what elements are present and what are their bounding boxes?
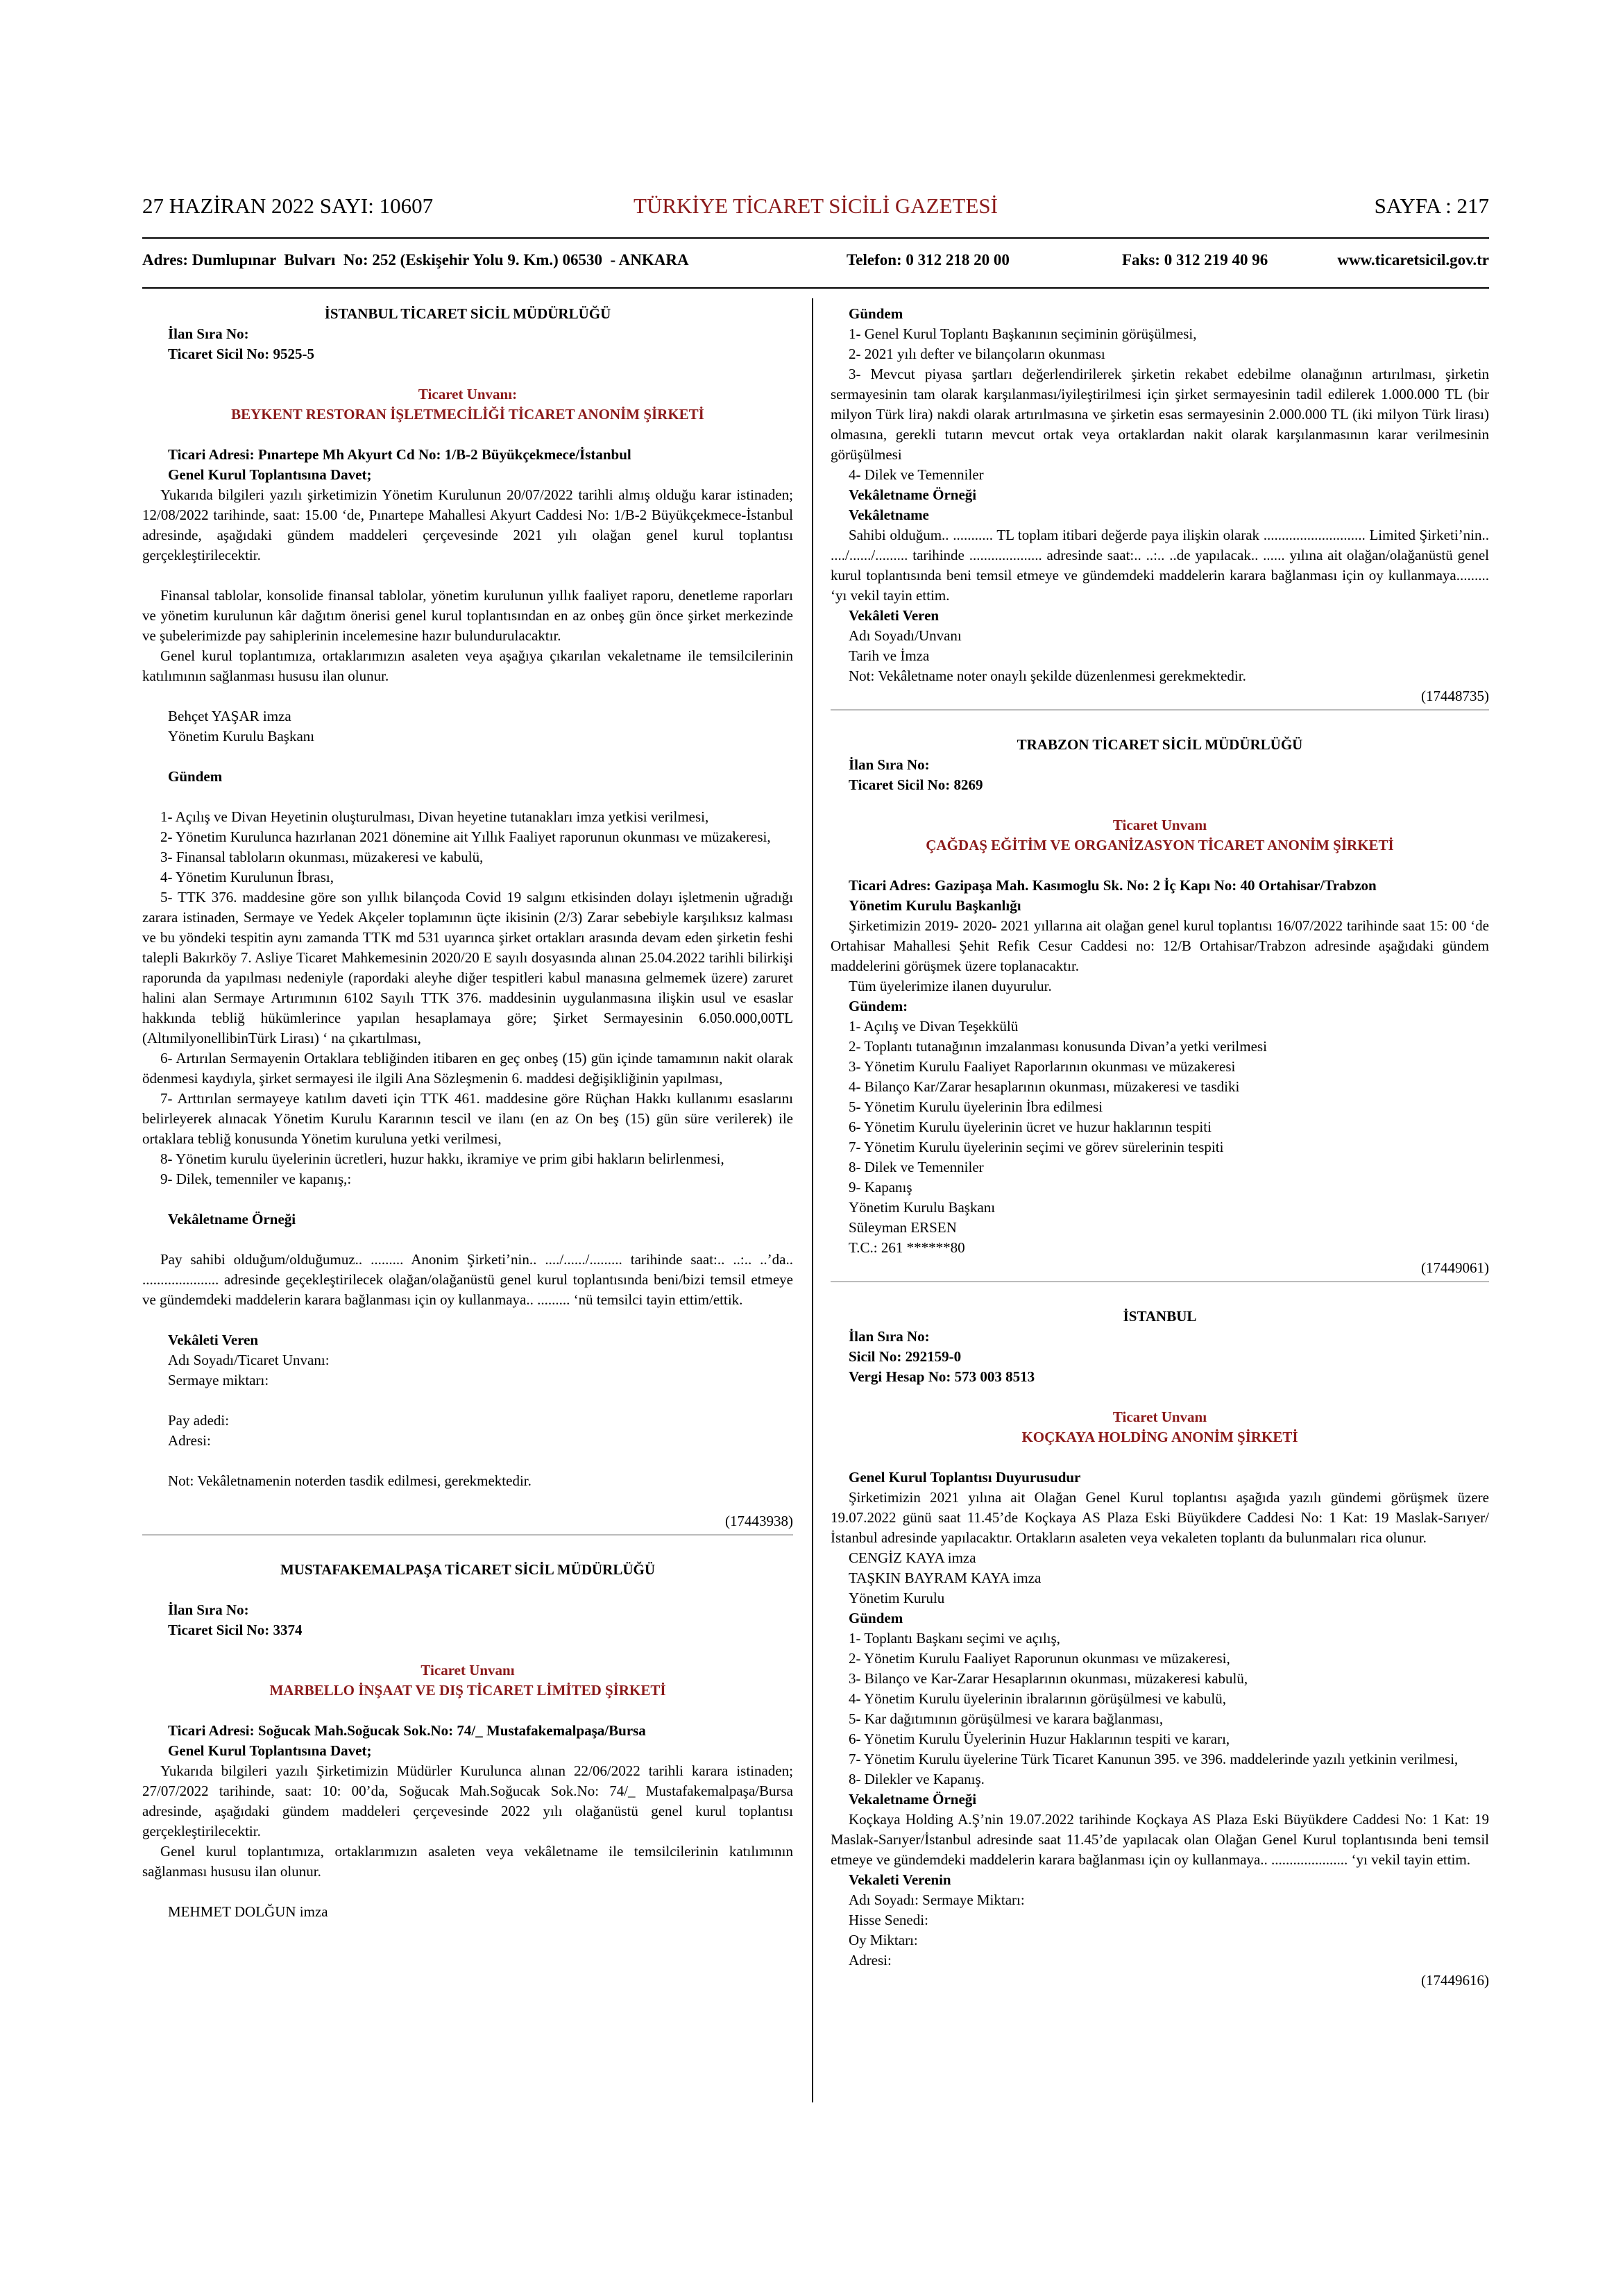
agenda-item: 2- Toplantı tutanağının imzalanması konusunda Divan’a yetki verilmesi — [849, 1038, 1267, 1055]
notice-divider — [831, 1281, 1489, 1282]
right-column — [831, 304, 1489, 1991]
signatory-id: T.C.: 261 ******80 — [849, 1239, 965, 1256]
agenda-item: 2- Yönetim Kurulu Faaliyet Raporunun okunması ve müzakeresi, — [849, 1650, 1230, 1667]
proxy-sample-heading: Vekâletname Örneği — [168, 1211, 296, 1227]
notice-marbello — [142, 1540, 793, 1922]
agenda-item: 8- Yönetim kurulu üyelerinin ücretleri, huzur hakkı, ikramiye ve prim gibi hakların belirlenmesi, — [160, 1150, 724, 1167]
agenda-heading: Gündem: — [849, 998, 908, 1014]
agenda-item: 7- Yönetim Kurulu üyelerinin seçimi ve görev sürelerinin tespiti — [849, 1139, 1224, 1155]
agenda-item: 3- Mevcut piyasa şartları değerlendirilerek şirketin rekabet edebilme olanağının artırılması, şirketin sermayesinin tam olarak karşılanması/iyileştirilmesi için şirket sermayesinin tadil edilerek 1.000.000 TL (bir milyon Türk lira) nakdi olarak artırılmasına ve şirketin esas sermayesinin 2.000.000 TL (iki milyon Türk lirası) olmasına, gerekli tutarın mevcut ortak veya ortaklardan nakit olarak karşılanmasının karar verilmesinin görüşülmesi — [831, 366, 1489, 463]
board-presidency: Yönetim Kurulu Başkanlığı — [849, 897, 1021, 914]
form-field: Pay adedi: — [168, 1412, 230, 1429]
trade-name-label: Ticaret Unvanı: — [418, 386, 518, 402]
paragraph: Yukarıda bilgileri yazılı Şirketimizin Müdürler Kurulunca alınan 22/06/2022 tarihli karara istinaden; 27/07/2022 tarihinde, saat: 10: 00’da, Soğucak Mah.Soğucak Sok.No: 74/_ Mustafakemalpaşa/Bursa adresinde, aşağıdaki gündem maddeleri çerçevesinde 2022 yılı olağanüstü genel kurul toplantısı gerçekleştirilecektir. — [142, 1762, 793, 1839]
paragraph: Yukarıda bilgileri yazılı şirketimizin Yönetim Kurulunun 20/07/2022 tarihli almış olduğu karar istinaden; 12/08/2022 tarihinde, saat: 15.00 ‘de, Pınartepe Mahallesi Akyurt Caddesi No: 1/B-2 Büyükçekmece-İstanbul adresinde, aşağıdaki gündem maddeleri çerçevesinde 2021 yılı olağan genel kurul toplantısı gerçekleştirilecektir. — [142, 486, 793, 563]
company-address: Ticari Adresi: Pınartepe Mh Akyurt Cd No: 1/B-2 Büyükçekmece/İstanbul — [168, 446, 631, 463]
agenda-item: 6- Yönetim Kurulu üyelerinin ücret ve huzur haklarının tespiti — [849, 1119, 1212, 1135]
agenda-item: 9- Dilek, temenniler ve kapanış,: — [160, 1171, 352, 1187]
agenda-item: 7- Yönetim Kurulu üyelerine Türk Ticaret Kanunun 395. ve 396. maddelerinde yazılı yetkinin verilmesi, — [849, 1751, 1459, 1767]
signatory: CENGİZ KAYA imza — [849, 1549, 976, 1566]
form-field: Adı Soyadı/Unvanı — [849, 627, 962, 644]
notice-ref-no: (17449616) — [1421, 1972, 1489, 1989]
address-divider — [142, 287, 1489, 289]
company-name: MARBELLO İNŞAAT VE DIŞ TİCARET LİMİTED ŞİRKETİ — [269, 1682, 666, 1699]
trade-registry-no: Ticaret Sicil No: 9525-5 — [168, 346, 314, 362]
ilan-sira: İlan Sıra No: — [168, 325, 249, 342]
company-address: Ticari Adres: Gazipaşa Mah. Kasımoglu Sk. No: 2 İç Kapı No: 40 Ortahisar/Trabzon — [849, 877, 1377, 894]
agenda-item: 3- Bilanço ve Kar-Zarar Hesaplarının okunması, müzakeresi kabulü, — [849, 1670, 1248, 1687]
column-divider — [812, 298, 813, 2102]
company-name: KOÇKAYA HOLDİNG ANONİM ŞİRKETİ — [1021, 1429, 1298, 1445]
form-field: Hisse Senedi: — [849, 1912, 928, 1928]
tax-number: Vergi Hesap No: 573 003 8513 — [849, 1368, 1035, 1385]
agenda-item: 1- Toplantı Başkanı seçimi ve açılış, — [849, 1630, 1060, 1647]
agenda-item: 4- Bilanço Kar/Zarar hesaplarının okunması, müzakeresi ve tasdiki — [849, 1078, 1240, 1095]
agenda-item: 4- Yönetim Kurulunun İbrası, — [160, 869, 334, 885]
signatory: Süleyman ERSEN — [849, 1219, 957, 1236]
left-column — [142, 304, 793, 1922]
paragraph: Finansal tablolar, konsolide finansal tablolar, yönetim kurulunun yıllık faaliyet raporu, denetleme raporları ve yönetim kurulunun kâr dağıtım önerisi genel kurul toplantısından en az onbeş gün önce şirket merkezinde ve şubelerimizde pay sahiplerinin incelemesine hazır bulundurulacaktır. — [142, 587, 793, 644]
agenda-heading: Gündem — [849, 305, 903, 322]
company-address: Ticari Adresi: Soğucak Mah.Soğucak Sok.No: 74/_ Mustafakemalpaşa/Bursa — [168, 1722, 646, 1739]
fax-number: Faks: 0 312 219 40 96 — [1122, 251, 1268, 269]
signatory: MEHMET DOLĞUN imza — [168, 1903, 328, 1920]
proxy-grantor-heading: Vekâleti Veren — [168, 1332, 259, 1348]
paragraph: Genel kurul toplantımıza, ortaklarımızın asaleten veya vekâletname ile temsilcilerinin katılımının sağlanması hususu ilan olunur. — [142, 1843, 793, 1880]
agenda-item: 3- Finansal tabloların okunması, müzakeresi ve kabulü, — [160, 849, 484, 865]
agenda-heading: Gündem — [168, 768, 223, 785]
form-field: Tarih ve İmza — [849, 647, 930, 664]
paragraph: Şirketimizin 2019- 2020- 2021 yıllarına ait olağan genel kurul toplantısı 16/07/2022 tarihinde saat 15: 00 ‘de Ortahisar Mahallesi Şehit Refik Cesur Caddesi no: 12/B Ortahisar/Trabzon adresinde aşağıdaki gündem maddelerini görüşmek üzere toplanacaktır. — [831, 917, 1489, 974]
registry-office: İSTANBUL TİCARET SİCİL MÜDÜRLÜĞÜ — [324, 305, 611, 322]
issue-date: 27 HAZİRAN 2022 SAYI: 10607 — [142, 194, 434, 218]
gazette-title: TÜRKİYE TİCARET SİCİLİ GAZETESİ — [634, 194, 998, 218]
notary-note: Not: Vekâletnamenin noterden tasdik edilmesi, gerekmektedir. — [168, 1472, 532, 1489]
form-field: Adresi: — [849, 1952, 892, 1968]
proxy-heading: Vekâletname — [849, 507, 929, 523]
page-header — [142, 194, 1489, 221]
form-field: Adı Soyadı: Sermaye Miktarı: — [849, 1891, 1025, 1908]
meeting-announcement: Genel Kurul Toplantısı Duyurusudur — [849, 1469, 1081, 1486]
agenda-item: 4- Dilek ve Temenniler — [849, 466, 984, 483]
notice-marbello-continued — [831, 304, 1489, 706]
notice-kockaya — [831, 1286, 1489, 1991]
proxy-grantor-heading: Vekaleti Verenin — [849, 1871, 951, 1888]
agenda-item: 2- Yönetim Kurulunca hazırlanan 2021 dönemine ait Yıllık Faaliyet raporunun okunması ve müzakeresi, — [160, 828, 771, 845]
company-name: BEYKENT RESTORAN İŞLETMECİLİĞİ TİCARET ANONİM ŞİRKETİ — [231, 406, 704, 423]
agenda-heading: Gündem — [849, 1610, 903, 1626]
notice-ref-no: (17443938) — [725, 1513, 793, 1529]
agenda-item: 6- Artırılan Sermayenin Ortaklara tebliğinden itibaren en geç onbeş (15) gün içinde tamamının nakit olarak ödenmesi kaydıyla, şirket sermayesi ile ilgili Ana Sözleşmenin 6. maddesi değişikliğinin yapılması, — [142, 1050, 793, 1087]
notice-divider — [142, 1534, 793, 1536]
website-link[interactable]: www.ticaretsicil.gov.tr — [1337, 251, 1489, 269]
agenda-item: 5- Kar dağıtımının görüşülmesi ve karara bağlanması, — [849, 1710, 1164, 1727]
meeting-invitation: Genel Kurul Toplantısına Davet; — [168, 466, 372, 483]
form-field: Oy Miktarı: — [849, 1932, 918, 1948]
ilan-sira: İlan Sıra No: — [849, 756, 930, 773]
ilan-sira: İlan Sıra No: — [168, 1601, 249, 1618]
notice-ref-no: (17449061) — [1421, 1259, 1489, 1276]
form-field: Adresi: — [168, 1432, 211, 1449]
agenda-item: 1- Genel Kurul Toplantı Başkanının seçiminin görüşülmesi, — [849, 325, 1197, 342]
trade-name-label: Ticaret Unvanı — [1112, 817, 1207, 833]
notice-cagdas — [831, 715, 1489, 1278]
agenda-item: 1- Açılış ve Divan Teşekkülü — [849, 1018, 1019, 1035]
agenda-item: 3- Yönetim Kurulu Faaliyet Raporlarının okunması ve müzakeresi — [849, 1058, 1236, 1075]
paragraph: Genel kurul toplantımıza, ortaklarımızın asaleten veya aşağıya çıkarılan vekaletname ile temsilcilerinin katılımının sağlanması hususu ilan olunur. — [142, 647, 793, 684]
trade-name-label: Ticaret Unvanı — [1112, 1409, 1207, 1425]
form-field: Sermaye miktarı: — [168, 1372, 269, 1388]
proxy-text: Sahibi olduğum.. ........... TL toplam itibari değerde paya ilişkin olarak ............................ Limited Şirketi’nin.. ..../....../......... tarihinde .................... adresinde saat:.. ..:.. ..de yapılacak.. ...... yılına ait olağan/olağanüstü genel kurul toplantısında beni temsil etmeye ve gündemdeki maddelerin karara bağlanması için oy kullanmaya......... ‘yı vekil tayin ettim. — [831, 527, 1489, 604]
form-field: Adı Soyadı/Ticaret Unvanı: — [168, 1352, 330, 1368]
proxy-sample-heading: Vekâletname Örneği — [849, 486, 977, 503]
notice-divider — [831, 709, 1489, 711]
paragraph: Şirketimizin 2021 yılına ait Olağan Genel Kurul toplantısı aşağıda yazılı gündemi görüşmek üzere 19.07.2022 günü saat 11.45’de Koçkaya AS Plaza Eski Büyükdere Caddesi No: 1 Kat: 19 Maslak-Sarıyer/İstanbul adresinde yapılacaktır. Ortakların asaleten veya vekaleten toplantı da bulunmaları rica olunur. — [831, 1489, 1489, 1546]
proxy-text: Pay sahibi olduğum/olduğumuz.. ......... Anonim Şirketi’nin.. ..../....../......... tarihinde saat:.. ..:.. ..’da.. ..................... adresinde geçekleştirilecek olağan/olağanüstü genel kurul toplantısında beni/bizi temsil etmeye ve gündemdeki maddelerin karara bağlanması için oy kullanmaya.. ......... ‘nü temsilci tayin ettim/ettik. — [142, 1251, 793, 1308]
trade-registry-no: Ticaret Sicil No: 8269 — [849, 776, 983, 793]
agenda-item: 7- Arttırılan sermayeye katılım daveti için TTK 461. maddesine göre Rüçhan Hakkı kullanımı esaslarını belirleyerek alınacak Yönetim Kurulu Kararının tescil ve ilanı (en az On beş (15) gün süre verilerek) ile ortaklara tebliğ konusunda Yönetim kuruluna yetki verilmesi, — [142, 1090, 793, 1147]
trade-registry-no: Sicil No: 292159-0 — [849, 1348, 962, 1365]
ilan-sira: İlan Sıra No: — [849, 1328, 930, 1345]
signatory: Behçet YAŞAR imza — [168, 708, 291, 724]
signatory: TAŞKIN BAYRAM KAYA imza — [849, 1570, 1042, 1586]
meeting-invitation: Genel Kurul Toplantısına Davet; — [168, 1742, 372, 1759]
proxy-sample-heading: Vekaletname Örneği — [849, 1791, 977, 1808]
trade-name-label: Ticaret Unvanı — [420, 1662, 515, 1678]
agenda-item: 8- Dilek ve Temenniler — [849, 1159, 984, 1175]
agenda-item: 2- 2021 yılı defter ve bilançoların okunması — [849, 346, 1105, 362]
phone-number: Telefon: 0 312 218 20 00 — [847, 251, 1010, 269]
trade-registry-no: Ticaret Sicil No: 3374 — [168, 1622, 303, 1638]
page-number: SAYFA : 217 — [1374, 194, 1489, 218]
signatory-title: Yönetim Kurulu Başkanı — [168, 728, 315, 745]
proxy-text: Koçkaya Holding A.Ş’nin 19.07.2022 tarihinde Koçkaya AS Plaza Eski Büyükdere Caddesi No: 1 Kat: 19 Maslak-Sarıyer/İstanbul adresinde saat 11.45’de yapılacak olan Olağan Genel Kurul toplantısında beni temsil etmeye ve gündemdeki maddelerin karara bağlanması için oy kullanmaya.. ..................... ‘yı vekil tayin ettim. — [831, 1811, 1489, 1868]
notice-ref-no: (17448735) — [1421, 688, 1489, 704]
agenda-item: 1- Açılış ve Divan Heyetinin oluşturulması, Divan heyetine tutanakları imza yetkisi verilmesi, — [160, 808, 709, 825]
signatory-title: Yönetim Kurulu — [849, 1590, 945, 1606]
agenda-item: 4- Yönetim Kurulu üyelerinin ibralarının görüşülmesi ve kabulü, — [849, 1690, 1226, 1707]
notice-beykent — [142, 304, 793, 1531]
agenda-item: 5- TTK 376. maddesine göre son yıllık bilançoda Covid 19 salgını etkisinden dolayı işletmenin uğradığı zarara istinaden, Sermaye ve Yedek Akçeler toplamının üçte ikisinin (2/3) Zarar sebebiyle karşılıksız kalması ve bu yöndeki tespitin aynı zamanda TTK md 531 uyarınca şirket ortakları arasında devam eden şirketin feshi talepli Bakırköy 7. Asliye Ticaret Mahkemesinin 2020/20 E sayılı dosyasında alınan 25.04.2022 tarihli bilirkişi raporunda da yapılması nedeniyle (rapordaki aleyhe diğer tespitleri kabul manasına gelmemek üzere) zaruret halini alan Sermaye Artırımının 6102 Sayılı TTK 376. maddesinin uygulanmasına ilişkin usul ve esaslar hakkında tebliğ hükümlerince yapılan hesaplamaya göre; Şirket Sermayesinin 6.050.000,00TL (AltımilyonellibinTürk Lirası) ‘ na çıkartılması, — [142, 889, 793, 1046]
registry-office: İSTANBUL — [1123, 1308, 1197, 1325]
registry-office: TRABZON TİCARET SİCİL MÜDÜRLÜĞÜ — [1017, 736, 1303, 753]
header-divider — [142, 237, 1489, 239]
agenda-item: 5- Yönetim Kurulu üyelerinin İbra edilmesi — [849, 1098, 1103, 1115]
proxy-grantor-heading: Vekâleti Veren — [849, 607, 940, 624]
postal-address: Adres: Dumlupınar Bulvarı No: 252 (Eskişehir Yolu 9. Km.) 06530 - ANKARA — [142, 251, 689, 269]
paragraph: Tüm üyelerimize ilanen duyurulur. — [849, 978, 1052, 994]
registry-office: MUSTAFAKEMALPAŞA TİCARET SİCİL MÜDÜRLÜĞÜ — [280, 1561, 656, 1578]
agenda-item: 6- Yönetim Kurulu Üyelerinin Huzur Haklarının tespiti ve kararı, — [849, 1730, 1230, 1747]
company-name: ÇAĞDAŞ EĞİTİM VE ORGANİZASYON TİCARET ANONİM ŞİRKETİ — [926, 837, 1394, 853]
notary-note: Not: Vekâletname noter onaylı şekilde düzenlenmesi gerekmektedir. — [849, 667, 1246, 684]
signatory-title: Yönetim Kurulu Başkanı — [849, 1199, 996, 1216]
agenda-item: 9- Kapanış — [849, 1179, 912, 1196]
agenda-item: 8- Dilekler ve Kapanış. — [849, 1771, 985, 1787]
